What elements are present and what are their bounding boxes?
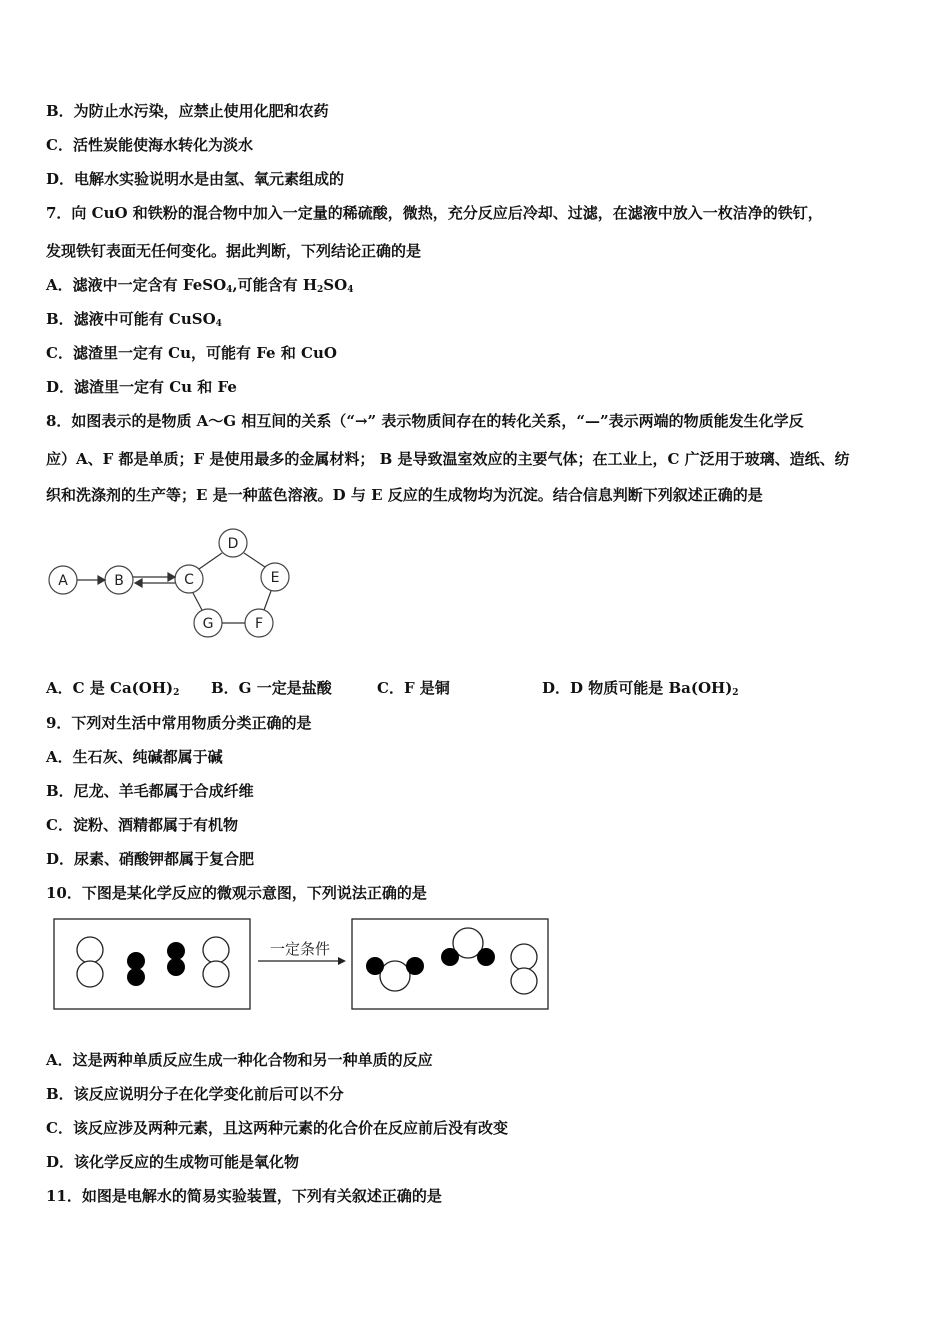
q9-option-b: B．尼龙、羊毛都属于合成纤维 xyxy=(46,782,254,800)
q7-option-d: D．滤渣里一定有 Cu 和 Fe xyxy=(46,378,237,396)
q8-option-a-text: A．C 是 Ca(OH) xyxy=(46,679,174,697)
product-white-atom xyxy=(380,961,410,991)
white-atom xyxy=(511,944,537,970)
black-atom xyxy=(127,968,145,986)
q10-stem: 10．下图是某化学反应的微观示意图，下列说法正确的是 xyxy=(46,884,427,902)
node-a-label: A xyxy=(58,573,68,589)
q10-option-b: B．该反应说明分子在化学变化前后可以不分 xyxy=(46,1085,344,1103)
q9-option-c: C．淀粉、酒精都属于有机物 xyxy=(46,816,238,834)
link-d-e xyxy=(244,553,265,567)
node-g-label: G xyxy=(202,616,214,632)
q10-option-d: D．该化学反应的生成物可能是氧化物 xyxy=(46,1153,300,1171)
arrowhead-c-b xyxy=(135,579,142,587)
q9-option-d: D．尿素、硝酸钾都属于复合肥 xyxy=(46,850,255,868)
link-e-f xyxy=(264,591,271,610)
node-e-label: E xyxy=(270,570,280,586)
q8-option-d xyxy=(542,678,739,703)
q7-option-a-sub1: 4 xyxy=(226,285,233,295)
q10-option-a: A．这是两种单质反应生成一种化合物和另一种单质的反应 xyxy=(46,1051,433,1069)
q8-option-b: B．G 一定是盐酸 xyxy=(211,679,332,697)
q9-option-a: A．生石灰、纯碱都属于碱 xyxy=(46,748,223,766)
q8-option-c: C．F 是铜 xyxy=(377,679,450,697)
black-atom xyxy=(167,942,185,960)
white-atom xyxy=(203,961,229,987)
q7-option-b-sub: 4 xyxy=(215,319,222,329)
black-atom xyxy=(127,952,145,970)
node-f-label: F xyxy=(254,616,264,632)
black-atom xyxy=(167,958,185,976)
q7-option-a-sub3: 4 xyxy=(347,285,354,295)
q9-stem: 9．下列对生活中常用物质分类正确的是 xyxy=(46,714,312,732)
q8-option-a xyxy=(46,678,179,703)
arrowhead-b-c xyxy=(168,573,175,581)
node-b-label: B xyxy=(114,573,124,589)
q7-option-a-text2: ,可能含有 H xyxy=(232,276,318,294)
node-d-label: D xyxy=(227,536,239,552)
q8-option-a-sub: 2 xyxy=(173,688,180,698)
q7-option-c: C．滤渣里一定有 Cu，可能有 Fe 和 CuO xyxy=(46,344,337,362)
q11-stem: 11．如图是电解水的简易实验装置，下列有关叙述正确的是 xyxy=(46,1187,442,1205)
q7-option-a xyxy=(46,275,353,300)
link-c-g xyxy=(193,593,202,610)
q7-option-b-text: B．滤液中可能有 CuSO xyxy=(46,310,216,328)
product-black-atom xyxy=(441,948,459,966)
q7-option-a-text1: A．滤液中一定含有 FeSO xyxy=(46,276,227,294)
q8-option-d-text: D．D 物质可能是 Ba(OH) xyxy=(542,679,733,697)
node-c-label: C xyxy=(184,572,194,588)
q7-option-b xyxy=(46,309,222,334)
product-black-atom xyxy=(477,948,495,966)
q8-option-d-sub: 2 xyxy=(732,688,739,698)
q8-stem-line3: 织和洗涤剂的生产等；E 是一种蓝色溶液。D 与 E 反应的生成物均为沉淀。结合信息判断下列叙述正确的是 xyxy=(46,486,763,504)
white-atom xyxy=(77,961,103,987)
q6-option-d: D．电解水实验说明水是由氢、氧元素组成的 xyxy=(46,170,345,188)
q7-stem-line1: 7．向 CuO 和铁粉的混合物中加入一定量的稀硫酸，微热，充分反应后冷却、过滤，在滤液中放入一枚洁净的铁钉， xyxy=(46,204,823,222)
q7-option-a-sub2: 2 xyxy=(317,285,324,295)
q6-option-b: B．为防止水污染，应禁止使用化肥和农药 xyxy=(46,102,329,120)
white-atom xyxy=(77,937,103,963)
arrow-condition-label: 一定条件 xyxy=(269,940,331,958)
reaction-arrowhead xyxy=(338,957,346,965)
arrowhead-a-b xyxy=(98,576,105,584)
q10-reaction-diagram xyxy=(50,915,555,1015)
q7-option-a-text3: SO xyxy=(323,276,348,294)
q7-stem-line2: 发现铁钉表面无任何变化。据此判断，下列结论正确的是 xyxy=(46,242,422,260)
product-black-atom xyxy=(366,957,384,975)
q6-option-c: C．活性炭能使海水转化为淡水 xyxy=(46,136,253,154)
q8-relation-diagram xyxy=(40,525,310,645)
q10-option-c: C．该反应涉及两种元素，且这两种元素的化合价在反应前后没有改变 xyxy=(46,1119,508,1137)
product-black-atom xyxy=(406,957,424,975)
white-atom xyxy=(511,968,537,994)
q8-stem-line2: 应）A、F 都是单质；F 是使用最多的金属材料； B 是导致温室效应的主要气体；在工业上，C 广泛用于玻璃、造纸、纺 xyxy=(46,450,850,468)
white-atom xyxy=(203,937,229,963)
q8-stem-line1: 8．如图表示的是物质 A～G 相互间的关系（“→” 表示物质间存在的转化关系，“—”表示两端的物质能发生化学反 xyxy=(46,412,804,430)
link-c-d xyxy=(199,553,222,569)
